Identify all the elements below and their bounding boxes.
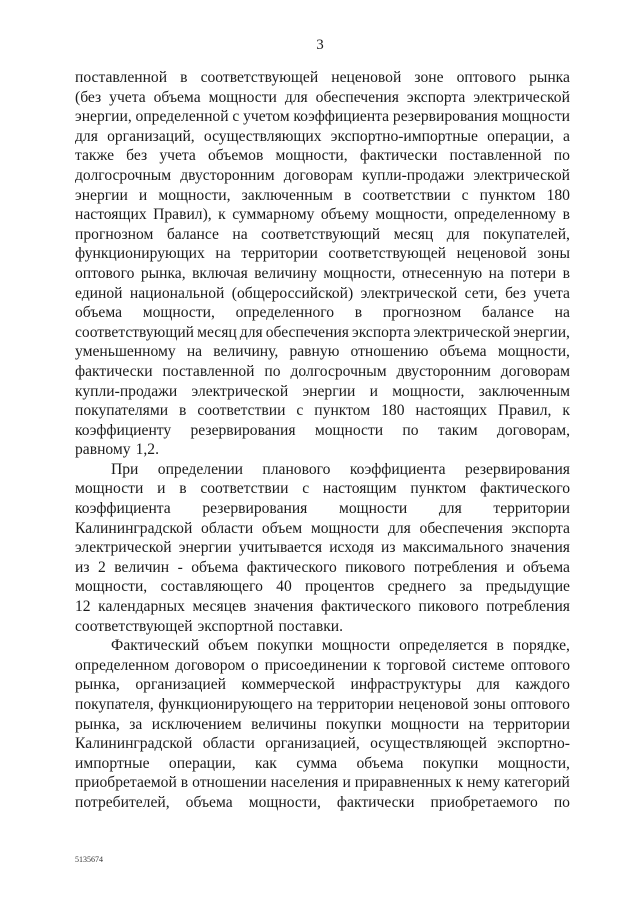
text-line: импортные операции, как сумма объема покупки мощности, [75,754,570,772]
text-line: энергии и мощности, заключенным в соответствии с пунктом 180 [75,186,570,204]
paragraph [75,636,570,812]
text-line: объема мощности, определенного в прогнозном балансе на [75,304,570,322]
paragraph [75,68,570,460]
text-line: Фактический объем покупки мощности определяется в порядке, [111,637,570,655]
text-line: потребителей, объема мощности, фактически приобретаемого по [75,793,570,811]
text-line: При определении планового коэффициента резервирования [111,460,570,478]
text-line: 12 календарных месяцев значения фактического пикового потребления [75,598,570,616]
document-body [75,68,570,813]
page-number: 3 [316,37,324,53]
text-line: уменьшенному на величину, равную отношению объема мощности, [75,343,570,361]
text-line: функционирующих на территории соответствующей неценовой зоны [75,245,570,263]
document-code: 5135674 [75,855,103,864]
text-line: энергии, определенной с учетом коэффициента резервирования мощности [75,108,570,126]
text-line: определенном договором о присоединении к торговой системе оптового [75,656,570,674]
text-line: коэффициента резервирования мощности для территории [75,500,570,518]
text-line: приобретаемой в отношении населения и приравненных к нему категорий [75,774,570,792]
text-line: Калининградской области организацией, осуществляющей экспортно- [75,735,570,753]
text-line: рынка, за исключением величины покупки мощности на территории [75,715,570,733]
text-line: равному 1,2. [75,441,159,459]
text-line: фактически поставленной по долгосрочным двусторонним договорам [75,362,570,380]
text-line: поставленной в соответствующей неценовой зоне оптового рынка [75,69,570,86]
text-line: мощности, составляющего 40 процентов среднего за предыдущие [75,578,570,596]
text-line: Калининградской области объем мощности для обеспечения экспорта [75,519,570,537]
text-line: соответствующей экспортной поставки. [75,617,344,635]
text-line: покупателями в соответствии с пунктом 180 настоящих Правил, к [75,402,570,420]
text-line: для организаций, осуществляющих экспортно-импортные операции, а [75,127,570,145]
text-line: оптового рынка, включая величину мощности, отнесенную на потери в [75,264,570,282]
paragraph [75,460,570,636]
text-line: мощности и в соответствии с настоящим пунктом фактического [75,480,570,498]
text-line: электрической энергии учитывается исходя из максимального значения [75,539,570,557]
text-line: долгосрочным двусторонним договорам купли-продажи электрической [75,166,570,184]
text-line: рынка, организацией коммерческой инфраструктуры для каждого [75,676,570,694]
text-line: также без учета объемов мощности, фактически поставленной по [75,147,570,165]
text-line: настоящих Правил), к суммарному объему мощности, определенному в [75,206,570,224]
text-line: единой национальной (общероссийской) электрической сети, без учета [75,284,570,302]
text-line: из 2 величин - объема фактического пикового потребления и объема [75,558,570,576]
text-line: (без учета объема мощности для обеспечения экспорта электрической [75,88,570,106]
text-line: покупателя, функционирующего на территории неценовой зоны оптового [75,696,570,713]
text-line: коэффициенту резервирования мощности по таким договорам, [75,421,570,439]
text-line: купли-продажи электрической энергии и мощности, заключенным [75,382,570,400]
text-line: соответствующий месяц для обеспечения экспорта электрической энергии, [75,323,570,341]
text-line: прогнозном балансе на соответствующий месяц для покупателей, [75,225,570,243]
